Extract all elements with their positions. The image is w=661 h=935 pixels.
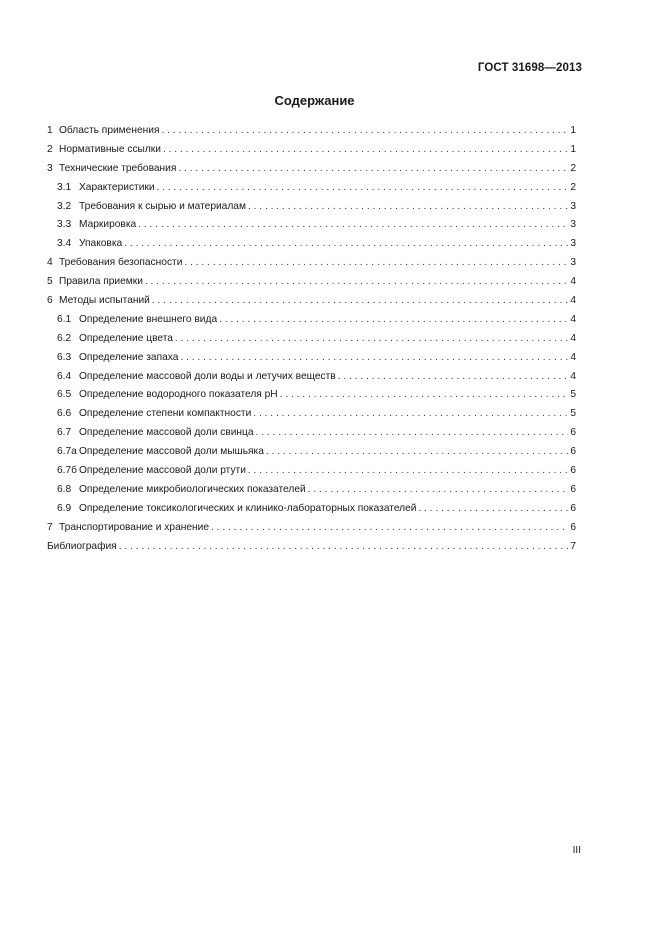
toc-entry-number: 6.9: [57, 502, 72, 514]
toc-entry[interactable]: [47, 408, 576, 427]
toc-entry-number: 3.1: [57, 181, 72, 193]
toc-dot-leader: [161, 125, 568, 136]
toc-entry-page: 3: [570, 238, 576, 250]
toc-entry-title: Определение степени компактности: [79, 408, 252, 420]
toc-entry-page: 4: [570, 332, 576, 344]
toc-entry-title: Требования безопасности: [59, 257, 183, 269]
toc-entry[interactable]: [47, 201, 576, 220]
toc-entry-page: 6: [570, 465, 576, 477]
toc-dot-leader: [248, 201, 568, 212]
toc-entry[interactable]: [47, 219, 576, 238]
toc-entry[interactable]: [47, 333, 576, 352]
toc-entry-page: 5: [570, 389, 576, 401]
toc-entry-number: 6: [47, 295, 53, 307]
toc-entry-number: 7: [47, 521, 53, 533]
toc-entry-number: 6.8: [57, 483, 72, 495]
toc-dot-leader: [418, 503, 568, 514]
document-code: ГОСТ 31698—2013: [477, 62, 582, 74]
toc-entry-page: 4: [570, 370, 576, 382]
toc-entry-page: 3: [570, 257, 576, 269]
toc-entry-number: 6.7б: [57, 465, 77, 477]
toc-entry-page: 4: [570, 313, 576, 325]
toc-entry-page: 6: [570, 446, 576, 458]
toc-entry-number: 6.5: [57, 389, 72, 401]
toc-entry-page: 2: [570, 181, 576, 193]
toc-entry-title: Правила приемки: [59, 276, 143, 288]
toc-entry[interactable]: [47, 314, 576, 333]
toc-dot-leader: [280, 389, 569, 400]
toc-entry-number: 5: [47, 276, 53, 288]
toc-entry-title: Библиография: [47, 540, 117, 552]
toc-entry[interactable]: [47, 238, 576, 257]
toc-dot-leader: [138, 219, 568, 230]
toc-entry-number: 6.4: [57, 370, 72, 382]
toc-entry-page: 6: [570, 502, 576, 514]
toc-entry[interactable]: [47, 257, 576, 276]
toc-entry-page: 4: [570, 351, 576, 363]
toc-entry[interactable]: [47, 427, 576, 446]
toc-dot-leader: [152, 295, 568, 306]
page-number: III: [572, 845, 581, 856]
toc-entry[interactable]: [47, 484, 576, 503]
toc-entry[interactable]: [47, 182, 576, 201]
toc-entry[interactable]: [47, 276, 576, 295]
toc-dot-leader: [178, 163, 568, 174]
toc-entry-page: 5: [570, 408, 576, 420]
toc-entry-title: Определение микробиологических показателей: [79, 483, 306, 495]
toc-entry-page: 1: [570, 143, 576, 155]
toc-entry-page: 4: [570, 276, 576, 288]
toc-entry-title: Нормативные ссылки: [59, 143, 161, 155]
toc-entry-number: 4: [47, 257, 53, 269]
table-of-contents: [47, 125, 576, 559]
toc-entry-number: 6.3: [57, 351, 72, 363]
toc-entry[interactable]: [47, 503, 576, 522]
toc-entry-title: Определение токсикологических и клинико-лабораторных показателей: [79, 502, 417, 514]
toc-dot-leader: [180, 352, 568, 363]
toc-entry-title: Технические требования: [59, 162, 177, 174]
toc-dot-leader: [184, 257, 568, 268]
toc-entry-page: 2: [570, 162, 576, 174]
toc-entry-number: 1: [47, 125, 53, 136]
toc-entry-page: 1: [570, 125, 576, 136]
toc-entry-title: Определение цвета: [79, 332, 173, 344]
toc-entry-number: 6.7а: [57, 446, 77, 458]
toc-entry-title: Определение массовой доли свинца: [79, 427, 254, 439]
toc-entry-page: 7: [570, 540, 576, 552]
toc-dot-leader: [175, 333, 568, 344]
toc-dot-leader: [338, 371, 569, 382]
toc-entry-title: Область применения: [59, 125, 160, 136]
toc-entry[interactable]: [47, 371, 576, 390]
toc-entry-page: 3: [570, 219, 576, 231]
toc-entry-number: 3.4: [57, 238, 72, 250]
toc-dot-leader: [253, 408, 568, 419]
toc-entry[interactable]: [47, 295, 576, 314]
toc-entry[interactable]: [47, 125, 576, 144]
toc-entry-title: Требования к сырью и материалам: [79, 200, 246, 212]
toc-entry-title: Определение запаха: [79, 351, 179, 363]
toc-entry[interactable]: [47, 541, 576, 560]
toc-title: Содержание: [274, 93, 355, 108]
toc-entry[interactable]: [47, 446, 576, 465]
toc-entry-number: 3.3: [57, 219, 72, 231]
toc-entry-number: 2: [47, 143, 53, 155]
toc-entry-page: 4: [570, 295, 576, 307]
toc-entry-title: Определение массовой доли мышьяка: [79, 446, 264, 458]
toc-entry[interactable]: [47, 389, 576, 408]
toc-entry-number: 6.2: [57, 332, 72, 344]
toc-entry-number: 3.2: [57, 200, 72, 212]
toc-entry-page: 6: [570, 521, 576, 533]
toc-entry[interactable]: [47, 352, 576, 371]
toc-entry-title: Методы испытаний: [59, 295, 150, 307]
toc-dot-leader: [124, 238, 568, 249]
toc-dot-leader: [248, 465, 568, 476]
toc-entry-title: Упаковка: [79, 238, 123, 250]
toc-dot-leader: [219, 314, 568, 325]
toc-entry-page: 6: [570, 483, 576, 495]
toc-entry-title: Характеристики: [79, 181, 155, 193]
toc-entry-title: Маркировка: [79, 219, 137, 231]
toc-entry-number: 6.7: [57, 427, 72, 439]
toc-entry-title: Транспортирование и хранение: [59, 521, 210, 533]
toc-dot-leader: [211, 522, 568, 533]
toc-entry[interactable]: [47, 163, 576, 182]
toc-entry[interactable]: [47, 465, 576, 484]
toc-dot-leader: [266, 446, 568, 457]
toc-entry-title: Определение водородного показателя pH: [79, 389, 278, 401]
toc-dot-leader: [145, 276, 568, 287]
toc-entry-title: Определение массовой доли ртути: [79, 465, 246, 477]
toc-entry-number: 6.1: [57, 313, 72, 325]
toc-entry-number: 6.6: [57, 408, 72, 420]
toc-entry-page: 6: [570, 427, 576, 439]
toc-dot-leader: [119, 541, 569, 552]
toc-dot-leader: [157, 182, 569, 193]
toc-dot-leader: [163, 144, 568, 155]
toc-entry[interactable]: [47, 522, 576, 541]
toc-entry-title: Определение внешнего вида: [79, 313, 218, 325]
toc-dot-leader: [308, 484, 569, 495]
toc-entry-page: 3: [570, 200, 576, 212]
toc-entry-title: Определение массовой доли воды и летучих веществ: [79, 370, 336, 382]
toc-entry[interactable]: [47, 144, 576, 163]
toc-entry-number: 3: [47, 162, 53, 174]
toc-dot-leader: [256, 427, 569, 438]
